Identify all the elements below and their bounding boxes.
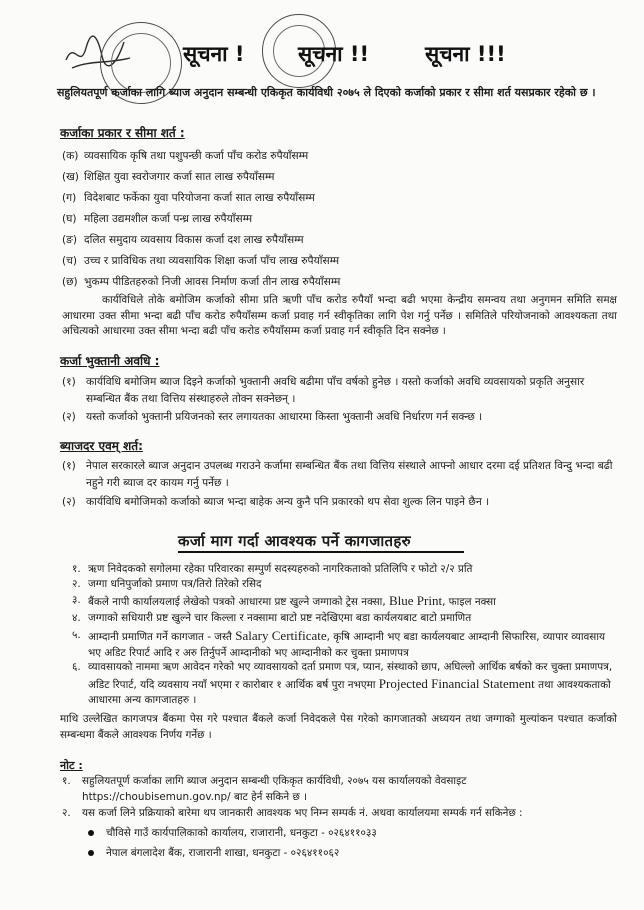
- contact-item: नेपाल बंगलादेश बैंक, राजारानी शाखा, धनकुटा - ०२६४११०६२: [88, 846, 339, 860]
- interest-item: (१) नेपाल सरकारले ब्याज अनुदान उपलब्ध गराउने कर्जामा सम्बन्धित बैंक तथा वित्तिय संस्थाले आफ्नो आधार दरमा दई प्रतिशत विन्दु भन्दा बढी नहुने गरी ब्याज दर कायम गर्नु पर्नेछ ।: [62, 460, 613, 489]
- contact-item: चौविसे गाउँ कार्यपालिकाको कार्यालय, राजारानी, धनकुटा - ०२६४११०३३: [88, 826, 377, 840]
- loan-type-item: (ख) शिक्षित युवा स्वरोजगार कर्जा सात लाख रुपैयाँसम्म: [62, 171, 275, 183]
- loan-limit-paragraph: कार्यविधिले तोके बमोजिम कर्जाको सीमा प्रति ऋणी पाँच करोड रुपैयाँ भन्दा बढी भएमा केन्द्रीय समन्वय तथा अनुगमन समिति समक्ष आधारमा उक्त सीमा भन्दा बढी पाँच करोड रुपैयाँसम्म कर्जा प्रवाह गर्न स्वीकृतिका लागि पेश गर्नु पर्नेछ । समितिले परियोजनाको आवश्यकता तथा अचित्यको आधारमा उक्त सीमा भन्दा बढी पाँच करोड रुपैयाँसम्म कर्जा प्रवाह गर्न स्वीकृति दिन सक्नेछ ।: [62, 294, 617, 337]
- note-item: २. यस कर्जा लिने प्रक्रियाको बारेमा थप जानकारी आवश्यक भए निम्न सम्पर्क नं. अथवा कार्यालयमा सम्पर्क गर्न सकिनेछ :: [62, 807, 523, 819]
- documents-closing-paragraph: माथि उल्लेखित कागजपत्र बैंकमा पेस गरे पश्चात बैंकले कर्जा निवेदकले पेस गरेको कागजातको अध्ययन तथा जग्गाको मुल्यांकन पश्चात कर्जाको सम्बन्धमा बैंकले आवश्यक निर्णय गर्नेछ ।: [60, 713, 617, 741]
- interest-item: (२) कार्यविधि बमोजिमको कर्जाको ब्याज भन्दा बाहेक अन्य कुनै पनि प्रकारको थप सेवा शुल्क लिन पाइने छैन ।: [62, 496, 490, 508]
- loan-type-item: (ङ) दलित समुदाय व्यवसाय विकास कर्जा दश लाख रुपैयाँसम्म: [62, 234, 304, 246]
- document-item: ६. व्यावसायको नाममा ऋण आवेदन गरेको भए व्यावसायको दर्ता प्रमाण पत्र, प्यान, संस्थाको छाप, अघिल्लो आर्थिक बर्षको कर चुक्ता प्रमाणपत्र, अडिट रिपार्ट, यदि व्यवसाय नयाँ भएमा र कारोबार १ आर्थिक बर्ष पुरा नभएमा Projected Financial Statement तथा आवश्यकताको आधारमा अन्य कागजातहरु ।: [72, 661, 613, 706]
- loan-type-item: (ग) विदेशबाट फर्केका युवा परियोजना कर्जा सात लाख रुपैयाँसम्म: [62, 192, 315, 204]
- note-item: १. सहुलियतपूर्ण कर्जाका लागि ब्याज अनुदान सम्बन्धी एकिकृत कार्यविधी, २०७५ यस कार्यालयको वेवसाइट https://choubisemun.gov.np/ बाट हेर्न सकिने छ ।: [62, 775, 467, 803]
- repayment-item: (१) कार्यविधि बमोजिम ब्याज दिइने कर्जाको भुक्तानी अवधि बढीमा पाँच वर्षको हुनेछ । यस्तो कर्जाको अवधि व्यवसायको प्रकृति अनुसार सम्बन्धित बैंक तथा वित्तिय संस्थाहरुले तोक्न सक्नेछन् ।: [62, 376, 585, 405]
- notes-heading: नोट :: [60, 759, 83, 772]
- bullet-icon: [88, 850, 94, 856]
- repayment-heading: कर्जा भुक्तानी अवधि :: [60, 354, 160, 368]
- bullet-icon: [88, 830, 94, 836]
- documents-heading: कर्जा माग गर्दा आवश्यक पर्ने कागजातहरु: [178, 532, 411, 550]
- loan-type-item: (छ) भुकम्प पीडितहरुको निजी आवस निर्माण कर्जा तीन लाख रुपैयाँसम्म: [62, 276, 341, 288]
- repayment-item: (२) यस्तो कर्जाको भुक्तानी प्रयिजनको स्तर लगायतका आधारमा किस्ता भुक्तानी अवधि निर्धारण गर्न सक्न्छ ।: [62, 411, 483, 423]
- document-item: २. जग्गा धनिपुर्जाको प्रमाण पत्र/तिरो तिरेको रसिद: [72, 578, 262, 590]
- documents-heading-underline: [178, 551, 464, 553]
- loan-type-item: (क) व्यवसायिक कृषि तथा पशुपन्छी कर्जा पाँच करोड रुपैयाँसम्म: [62, 150, 309, 162]
- loan-type-item: (च) उच्च र प्राविधिक तथा व्यवसायिक शिक्षा कर्जा पाँच लाख रुपैयाँसम्म: [62, 255, 340, 267]
- document-item: ५. आम्दानी प्रमाणित गर्ने कागजात - जस्तै Salary Certificate, कृषि आम्दानी भए बडा कार्यलयबाट आम्दानी सिफारिस, व्यापार व्यावसाय भए अडिट रिपार्ट आदि र अरु तिर्नुपर्ने आम्दानीको भए आम्दानीको कर चुक्ता प्रमाणपत्र: [72, 628, 606, 659]
- notice-title-1: सूचना !: [183, 42, 245, 66]
- intro-paragraph: सहुलियतपूर्ण कर्जाका लागि ब्याज अनुदान सम्बन्धी एकिकृत कार्यविधी २०७५ ले दिएको कर्जाको प्रकार र सीमा शर्त यसप्रकार रहेको छ ।: [57, 86, 596, 99]
- notice-title-2: सूचना !!: [298, 42, 370, 66]
- document-item: १. ऋण निवेदकको सगोलमा रहेका परिवारका सम्पुर्ण सदस्यहरुको नागरिकताको प्रतिलिपि र फोटो २/२ प्रति: [72, 563, 473, 575]
- interest-heading: ब्याजदर एवम् शर्त:: [60, 439, 143, 453]
- document-item: ४. जग्गाको सधियारी प्रष्ट खुल्ने चार किल्ला र नक्सामा बाटो प्रष्ट नदेखिएमा बडा कार्यलयबाट बाटो प्रमाणित: [72, 612, 472, 624]
- loan-types-heading: कर्जाका प्रकार र सीमा शर्त :: [60, 126, 185, 140]
- loan-type-item: (घ) महिला उद्यमशील कर्जा पन्ध्र लाख रुपैयाँसम्म: [62, 213, 253, 225]
- document-item: ३. बैंकले नापी कार्यालयलाई लेखेको पत्रको आधारमा प्रष्ट खुल्ने जग्गाको ट्रेस नक्सा, Blue Print, फाइल नक्सा: [72, 593, 496, 608]
- notice-title-3: सूचना !!!: [425, 42, 506, 66]
